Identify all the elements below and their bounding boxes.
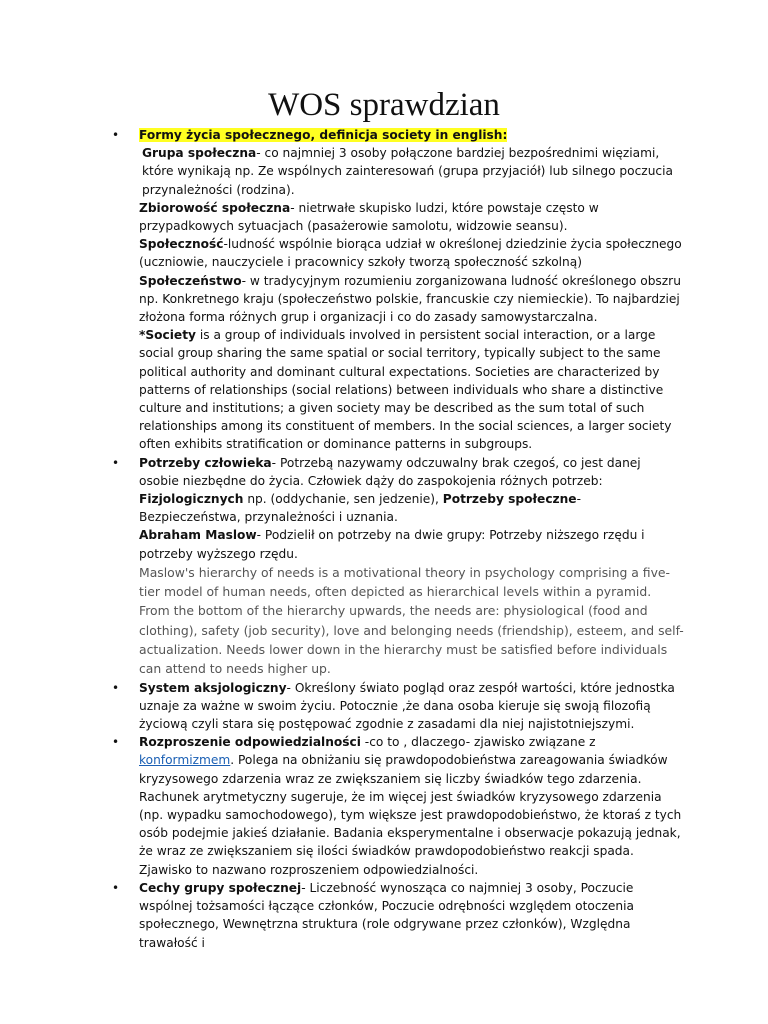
term-social-needs: Potrzeby społeczne [442,492,577,507]
term-physiological: Fizjologicznych [139,492,244,507]
maslow-english-quote: Maslow's hierarchy of needs is a motivational theory in psychology comprising a five-tier model of human needs, often depicted as hierarchical levels within a pyramid. From the bottom of the hierarchy upwards, the needs are: physiological (food and clothing), safety (job security), love and belonging needs (friendship), esteem, and self-actualization. Needs lower down in the hierarchy must be satisfied before individuals can attend to needs higher up. [139,564,684,677]
term-grupa: Grupa społeczna [142,146,257,161]
bullet-icon: • [112,880,120,895]
term-spoleczenstwo: Społeczeństwo [139,273,242,288]
konformizm-link[interactable]: konformizmem [139,753,231,768]
spoleczenstwo-definition: Społeczeństwo- w tradycyjnym rozumieniu zorganizowana ludność określonego obszru np. Konkretnego kraju (społeczeństwo polskie, francuskie czy niemieckie). To najbardziej złożona forma różnych grup i organizacji i co do zasady samowystarczalna. [139,273,681,325]
term-needs: Potrzeby człowieka [139,455,272,470]
needs-definition: Potrzeby człowieka- Potrzebą nazywamy odczuwalny brak czegoś, co jest danej osobie niezbędne do życia. Człowiek dąży do zaspokojenia różnych potrzeb: Fizjologicznych np. (oddychanie, sen jedzenie), Potrzeby społeczne- Bezpieczeństwa, przynależności i uznania. [139,455,641,525]
term-zbiorowosc: Zbiorowość społeczna [139,200,291,215]
term-axiology: System aksjologiczny [139,680,287,695]
bullet-icon: • [112,735,120,750]
term-spolecznosc: Społeczność [139,237,224,252]
spolecznosc-definition: Społeczność-ludność wspólnie biorąca udział w określonej dziedzinie życia społecznego (uczniowie, nauczyciele i pracownicy szkoły tworzą społeczność szkolną) [139,237,682,270]
society-definition: *Society is a group of individuals involved in persistent social interaction, or a large social group sharing the same spatial or social territory, typically subject to the same political authority and dominant cultural expectations. Societies are characterized by patterns of relationships (social relations) between individuals who share a distinctive culture and institutions; a given society may be described as the sum total of such relationships among its constituent of members. In the social sciences, a larger society often exhibits stratification or dominance patterns in subgroups. [139,328,672,452]
term-group-features: Cechy grupy społecznej [139,880,302,895]
list-item-axiology: • System aksjologiczny- Określony świato pogląd oraz zespół wartości, które jednostka uznaje za ważne w swoim życiu. Potocznie ,że dana osoba kieruje się swoją filozofią życiową czyli stara się postępować zgodnie z zasadami dla niej najistotniejszymi. [112,680,675,732]
list-item-forms [112,126,684,454]
bullet-list [112,126,684,952]
list-item-needs [112,454,684,679]
grupa-definition: Grupa społeczna- co najmniej 3 osoby połączone bardziej bezpośrednimi więziami, które wynikają np. Ze wspólnych zainteresowań (grupa przyjaciół) lub silnego poczucia przynależności (rodzina). [142,146,673,197]
term-maslow: Abraham Maslow [139,528,257,543]
bullet-icon: • [112,128,120,142]
page-title: WOS sprawdzian [268,87,500,123]
bullet-icon: • [112,455,120,470]
bullet-icon: • [112,680,120,695]
list-item-group-features: • Cechy grupy społecznej- Liczebność wynosząca co najmniej 3 osoby, Poczucie wspólnej tożsamości łączące członków, Poczucie odrębności względem otoczenia społecznego, Wewnętrzna struktura (role odgrywane przez członków), Względna trawałość i [112,880,634,950]
maslow-definition: Abraham Maslow- Podzielił on potrzeby na dwie grupy: Potrzeby niższego rzędu i potrzeby wyższego rzędu. [139,528,645,561]
highlighted-heading: Formy życia społecznego, definicja society in english: [139,128,508,142]
term-society: *Society [139,328,196,343]
term-diffusion: Rozproszenie odpowiedzialności [139,735,361,750]
list-item-diffusion: • Rozproszenie odpowiedzialności -co to , dlaczego- zjawisko związane z konformizmem. Polega na obniżaniu się prawdopodobieństwa zareagowania świadków kryzysowego zdarzenia wraz ze zwiększaniem się liczby świadków tego zdarzenia. Rachunek arytmetyczny sugeruje, że im więcej jest świadków kryzysowego zdarzenia (np. wypadku samochodowego), tym większe jest prawdopodobieństwo, że ktoraś z tych osób podejmie jakieś działanie. Badania eksperymentalne i obserwacje pokazują jednak, że wraz ze zwiększaniem się ilości świadków prawdopodobieństwo reakcji spada. Zjawisko to nazwano rozproszeniem odpowiedzialności. [112,735,682,877]
zbiorowosc-definition: Zbiorowość społeczna- nietrwałe skupisko ludzi, które powstaje często w przypadkowych sytuacjach (pasażerowie samolotu, widzowie seansu). [139,200,599,234]
